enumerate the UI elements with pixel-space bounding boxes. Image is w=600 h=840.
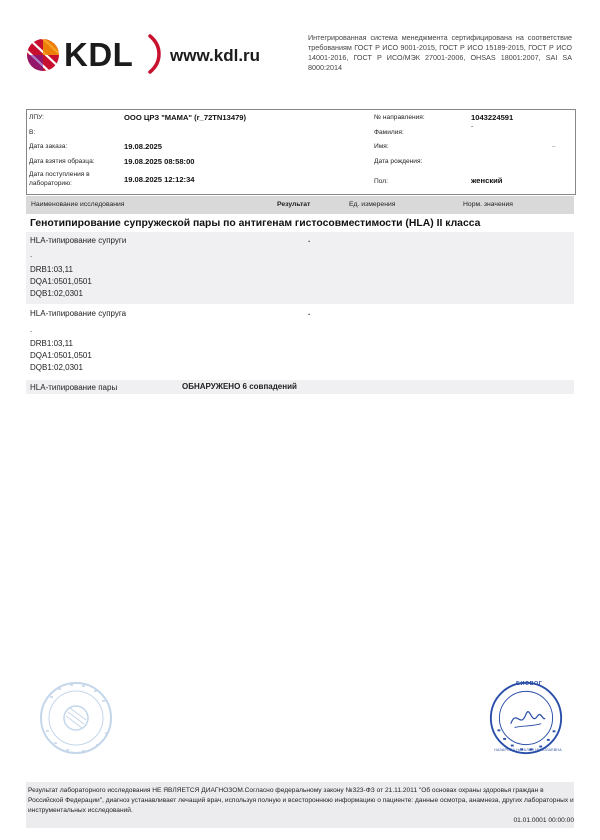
certification-text: Интегрированная система менеджмента сертифицирована на соответствие требованиям ГОСТ Р ИСО 9001-2015, ГОСТ Р ИСО 15189-2015, ГОСТ Р ИСО 14001-2016, ГОСТ Р ИСО/МЭК 27001-2006, OHSAS 18001:2007, SAI SA 8000:2014 — [308, 33, 572, 72]
pair-hla-result: ОБНАРУЖЕНО 6 совпадений — [182, 382, 297, 391]
disclaimer-text: Результат лабораторного исследования НЕ ЯВЛЯЕТСЯ ДИАГНОЗОМ.Согласно федеральному закону №323-ФЗ от 21.11.2011 "Об основах охраны здоровья граждан в Российской Федерации", диагноз устанавливает лечащий врач, используя полную и всестороннюю информацию о пациенте: данные осмотра, анамнеза, других лабораторных и инструментальных исследований. — [28, 787, 574, 814]
husband-hla-title: HLA-типирование супруга — [30, 309, 127, 318]
referral-value: 1043224591 — [471, 113, 514, 122]
pair-hla-title: HLA-типирование пары — [30, 383, 118, 392]
husband-hla-dot: . — [30, 325, 33, 334]
col-result-header: Результат — [277, 201, 311, 208]
v-label: В: — [29, 129, 36, 136]
surname-label: Фамилия: — [374, 129, 404, 136]
sample-date-label: Дата взятия образца: — [29, 158, 95, 165]
received-label-2: лабораторию: — [29, 180, 72, 187]
name-value: .. — [552, 142, 556, 149]
wife-hla-dot: . — [30, 250, 33, 259]
stamp-bottom-text: НАЗАРОВА НАТАЛЬЯ НИКОЛАЕВНА — [494, 748, 562, 752]
sex-value: женский — [471, 176, 503, 185]
husband-dqb1: DQB1:02,0301 — [30, 363, 83, 372]
order-date-label: Дата заказа: — [29, 143, 68, 150]
brand-url[interactable]: www.kdl.ru — [170, 46, 261, 65]
received-label: Дата поступления в — [29, 171, 90, 178]
document-code: 01.01.0001 00:00:00 — [513, 817, 574, 824]
doctor-seal-stamp — [488, 680, 564, 756]
name-label: Имя: — [374, 143, 389, 150]
lpu-value: ООО ЦРЗ "МАМА" (r_72TN13479) — [124, 113, 247, 122]
col-unit-header: Ед. измерения — [349, 201, 396, 208]
lpu-label: ЛПУ: — [29, 114, 44, 121]
order-date-value: 19.08.2025 — [124, 142, 163, 151]
lab-seal-stamp — [38, 680, 114, 756]
sex-label: Пол: — [374, 178, 388, 185]
results-table-header — [26, 196, 574, 214]
wife-hla-title: HLA-типирование супруги — [30, 236, 127, 245]
sample-date-value: 19.08.2025 08:58:00 — [124, 157, 195, 166]
section-title: Генотипирование супружеской пары по антигенам гистосовместимости (HLA) II класса — [30, 218, 481, 229]
wife-dqa1: DQA1:0501,0501 — [30, 277, 92, 286]
wife-dqb1: DQB1:02,0301 — [30, 289, 83, 298]
husband-drb1: DRB1:03,11 — [30, 339, 73, 348]
birth-date-label: Дата рождения: — [374, 158, 423, 165]
stamp-top-text: БИОВОГ — [516, 681, 543, 687]
received-value: 19.08.2025 12:12:34 — [124, 175, 195, 184]
husband-hla-result: . — [308, 308, 311, 317]
husband-dqa1: DQA1:0501,0501 — [30, 351, 92, 360]
col-norm-header: Норм. значения — [463, 201, 513, 208]
surname-value: - — [471, 123, 474, 130]
wife-hla-result: . — [308, 235, 311, 244]
col-name-header: Наименование исследования — [31, 201, 125, 208]
kdl-logo-icon — [26, 38, 60, 72]
wife-drb1: DRB1:03,11 — [30, 265, 73, 274]
swoosh-icon — [148, 34, 162, 74]
brand-name: KDL — [64, 36, 134, 73]
referral-label: № направления: — [374, 114, 425, 121]
